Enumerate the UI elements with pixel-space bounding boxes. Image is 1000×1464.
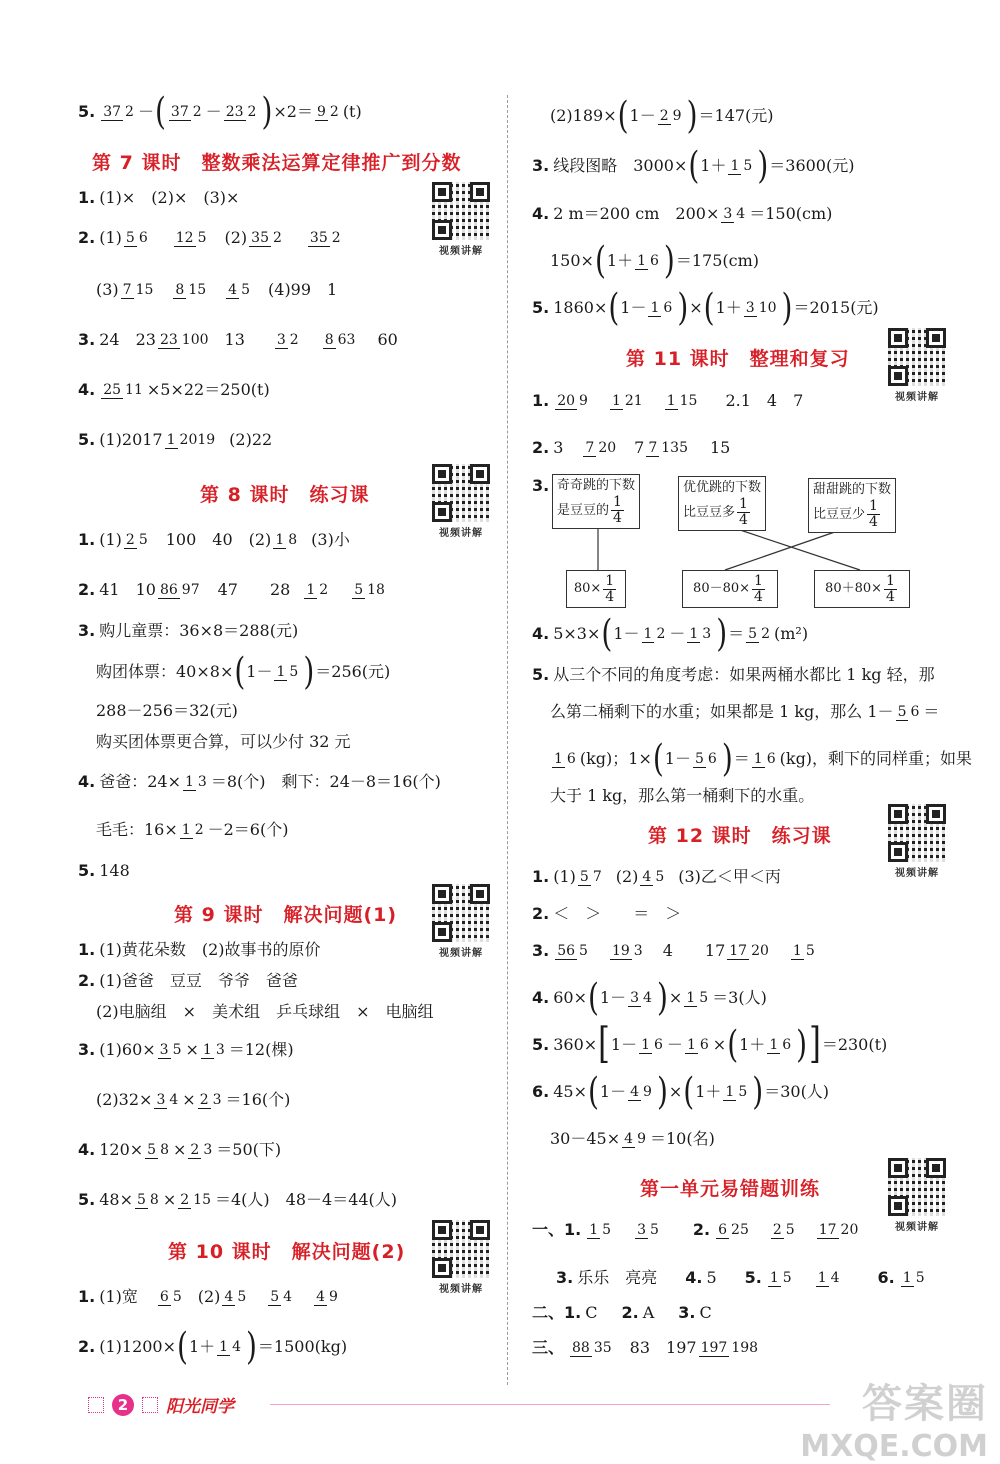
- fraction: 35 2: [309, 229, 341, 246]
- answer-line: 1. (1)× (2)× (3)×: [78, 188, 240, 207]
- fraction: 1 4: [869, 498, 878, 530]
- fraction: 37 2: [103, 103, 134, 120]
- answer-line: 3. 线段图略 3000× ( 1＋ 1 5 ) ＝3600(元): [532, 143, 855, 188]
- answer-line: 4. 5×3× ( 1－ 1 2 － 1 3 ) ＝ 5 2 (m²): [532, 611, 809, 656]
- fraction: $\frac{1}{4}$: [605, 572, 615, 605]
- diagram-box-top-2: 优优跳的下数 比豆豆多 1 4: [678, 476, 766, 531]
- fraction: 5 18: [354, 581, 385, 598]
- question-number: 3.: [532, 476, 550, 495]
- qr-code-icon: [432, 1220, 490, 1278]
- answer-line: 二、1. C 2. A 3. C: [532, 1303, 712, 1322]
- fraction: 1 2: [181, 821, 204, 838]
- fraction: 1 5: [589, 1221, 612, 1238]
- fraction: 7 20: [585, 439, 617, 456]
- answer-line: 1. (1)宽 6 5 (2) 4 5 5 4 4 9: [78, 1287, 338, 1306]
- fraction: 4 9: [624, 1130, 646, 1147]
- answer-line: 288－256＝32(元): [96, 701, 238, 720]
- fraction: 4 5: [228, 281, 251, 298]
- answer-line: 3. 24 23 23 100 13 3 2 8 63 60: [78, 330, 398, 349]
- decor-square-icon: [88, 1397, 104, 1413]
- fraction: 1 6: [753, 750, 776, 767]
- fraction: 1 5: [902, 1269, 925, 1286]
- diagram-box-top-1: 奇奇跳的下数 是豆豆的 1 4: [552, 474, 640, 529]
- diagram-box-bottom-2: 80－80× $\frac{1}{4}$: [682, 570, 778, 608]
- fraction: 1 5: [730, 157, 753, 174]
- qr-code[interactable]: [888, 1158, 946, 1233]
- answer-line: 1. (1)黄花朵数 (2)故事书的原价: [78, 940, 321, 959]
- fraction: 5 4: [270, 1288, 293, 1305]
- fraction: 5 8: [147, 1141, 170, 1158]
- fraction: 88 35: [572, 1339, 612, 1356]
- answer-line: 购团体票：40×8× ( 1－ 1 5 ) ＝256(元): [96, 649, 391, 694]
- answer-line: 4. 25 11 ×5×22＝250(t): [78, 380, 270, 399]
- fraction: $\frac{1}{4}$: [754, 572, 763, 605]
- answer-line: 2. (1)1200× ( 1＋ 1 4 ) ＝1500(kg): [78, 1324, 348, 1369]
- fraction: 5 6: [897, 703, 920, 720]
- fraction: 4 5: [224, 1288, 247, 1305]
- answer-line: 么第二桶剩下的水重；如果都是 1 kg，那么 1－ 5 6 ＝: [550, 702, 940, 721]
- qr-code-icon: [888, 1158, 946, 1216]
- fraction: $\frac{1}{4}$: [886, 572, 895, 605]
- qr-code[interactable]: [432, 884, 490, 959]
- qr-code-icon: [888, 804, 946, 862]
- decor-square-icon: [142, 1397, 158, 1413]
- diagram-box-bottom-3: 80＋80× $\frac{1}{4}$: [814, 570, 910, 608]
- fraction: 56 5: [557, 942, 588, 959]
- fraction: 1 6: [641, 1036, 663, 1053]
- fraction: 17 20: [729, 942, 769, 959]
- fraction: 1 5: [769, 1269, 792, 1286]
- fraction: 4 5: [642, 868, 665, 885]
- answer-line: 5. 从三个不同的角度考虑：如果两桶水都比 1 kg 轻，那: [532, 665, 935, 684]
- section-title-lesson-12: 第 12 课时 练习课: [648, 825, 832, 847]
- fraction: 1 4: [817, 1269, 840, 1286]
- fraction: 1 4: [739, 496, 748, 528]
- fraction: 1 21: [611, 392, 643, 409]
- watermark: 答案圈 MXQE.COM: [800, 1381, 988, 1464]
- qr-caption: 视频讲解: [439, 948, 483, 959]
- qr-code-icon: [432, 182, 490, 240]
- section-title-lesson-8: 第 8 课时 练习课: [200, 484, 370, 506]
- answer-line: 4. 2 m＝200 cm 200× 3 4 ＝150(cm): [532, 204, 833, 223]
- answer-line: 4. 120× 5 8 × 2 3 ＝50(下): [78, 1140, 282, 1159]
- answer-line: 购买团体票更合算，可以少付 32 元: [96, 732, 351, 751]
- fraction: 2 5: [125, 531, 148, 548]
- answer-line: 5. 148: [78, 861, 130, 880]
- qr-code[interactable]: [432, 464, 490, 539]
- answer-line: 4. 60× ( 1－ 3 4 ) × 1 5 ＝3(人): [532, 975, 767, 1020]
- qr-caption: 视频讲解: [439, 528, 483, 539]
- fraction: 1 2: [306, 581, 329, 598]
- fraction: 1 6: [637, 252, 659, 269]
- fraction: 86 97: [159, 581, 200, 598]
- answer-line: 1. 20 9 1 21 1 15 2.1 4 7: [532, 391, 804, 410]
- section-title-lesson-7: 第 7 课时 整数乘法运算定律推广到分数: [92, 152, 462, 174]
- answer-line: 5. (1)2017 1 2019 (2)22: [78, 430, 273, 449]
- answer-line: 5. 360× [ 1－ 1 6 － 1 6 × ( 1＋ 1 6 ) ] ＝230(t): [532, 1019, 888, 1069]
- fraction: 1 6: [769, 1036, 792, 1053]
- answer-line: 1. (1) 5 7 (2) 4 5 (3)乙＜甲＜丙: [532, 867, 781, 886]
- qr-caption: 视频讲解: [895, 868, 939, 879]
- fraction: 1 15: [666, 392, 698, 409]
- fraction: 20 9: [557, 392, 588, 409]
- fraction: 1 3: [689, 625, 712, 642]
- fraction: 12 5: [175, 229, 207, 246]
- fraction: 1 2: [643, 625, 666, 642]
- qr-caption: 视频讲解: [439, 1284, 483, 1295]
- answer-line: 5. 1860× ( 1－ 1 6 ) × ( 1＋ 3 10 ) ＝2015(元): [532, 285, 879, 330]
- fraction: 9 2: [316, 103, 339, 120]
- fraction: 5 8: [136, 1191, 159, 1208]
- fraction: 1 6: [686, 1036, 709, 1053]
- fraction: 7 135: [648, 439, 688, 456]
- fraction: 23 100: [159, 331, 209, 348]
- qr-caption: 视频讲解: [895, 392, 939, 403]
- fraction: 19 3: [611, 942, 643, 959]
- answer-line: (3) 7 15 8 15 4 5 (4)99 1: [96, 280, 338, 299]
- fraction: 1 5: [686, 989, 709, 1006]
- answer-line: 2. 3 7 20 7 7 135 15: [532, 438, 731, 457]
- section-title-lesson-10: 第 10 课时 解决问题(2): [168, 1241, 406, 1263]
- footer-rule: [270, 1404, 830, 1405]
- fraction: 4 9: [630, 1083, 652, 1100]
- qr-code[interactable]: [432, 1220, 490, 1295]
- fraction: 35 2: [251, 229, 282, 246]
- answer-line: 4. 爸爸：24× 1 3 ＝8(个) 剩下：24－8＝16(个): [78, 772, 441, 791]
- answer-line: 3. (1)60× 3 5 × 1 3 ＝12(棵): [78, 1040, 294, 1059]
- section-title-lesson-11: 第 11 课时 整理和复习: [626, 348, 850, 370]
- fraction: 197 198: [700, 1339, 759, 1356]
- fraction: 2 9: [659, 107, 682, 124]
- fraction: 1 6: [650, 299, 673, 316]
- fraction: 5 6: [694, 750, 717, 767]
- answer-line: 3. 乐乐 亮亮 4. 5 5. 1 5 1 4 6. 1 5: [556, 1268, 925, 1287]
- fraction: 8 15: [175, 281, 207, 298]
- qr-code[interactable]: [888, 328, 946, 403]
- fraction: 6 25: [718, 1221, 749, 1238]
- fraction: 1 5: [725, 1083, 748, 1100]
- answer-line: (2)电脑组 × 美术组 乒乓球组 × 电脑组: [96, 1002, 434, 1021]
- fraction: 6 5: [159, 1288, 182, 1305]
- answer-line: 6. 45× ( 1－ 4 9 ) × ( 1＋ 1 5 ) ＝30(人): [532, 1069, 830, 1114]
- qr-caption: 视频讲解: [439, 246, 483, 257]
- fraction: 1 5: [276, 663, 299, 680]
- answer-line: (2)189× ( 1－ 2 9 ) ＝147(元): [550, 93, 774, 138]
- qr-code[interactable]: [432, 182, 490, 257]
- qr-code[interactable]: [888, 804, 946, 879]
- qr-caption: 视频讲解: [895, 1222, 939, 1233]
- answer-line: 2. (1)爸爸 豆豆 爷爷 爸爸: [78, 971, 298, 990]
- answer-line: 5. 48× 5 8 × 2 15 ＝4(人) 48－4＝44(人): [78, 1190, 398, 1209]
- fraction: 2 15: [180, 1191, 211, 1208]
- page-footer: [88, 1392, 234, 1417]
- fraction: 1 2019: [166, 431, 216, 448]
- answer-line: (2)32× 3 4 × 2 3 ＝16(个): [96, 1090, 291, 1109]
- fraction: 8 63: [324, 331, 356, 348]
- section-title-unit-1-review: 第一单元易错题训练: [640, 1178, 821, 1200]
- answer-line: 2. ＜ ＞ ＝ ＞: [532, 904, 682, 923]
- answer-line: 30－45× 4 9 ＝10(名): [550, 1129, 715, 1148]
- answer-line: 毛毛：16× 1 2 －2＝6(个): [96, 820, 289, 839]
- qr-code-icon: [888, 328, 946, 386]
- answer-line: 大于 1 kg，那么第一桶剩下的水重。: [550, 786, 815, 805]
- answer-line: 一、1. 1 5 3 5 2. 6 25 2 5 17 20: [532, 1220, 859, 1239]
- fraction: 3 4: [723, 205, 746, 222]
- fraction: 1 3: [202, 1041, 225, 1058]
- fraction: 3 4: [630, 989, 652, 1006]
- fraction: 1 6: [554, 750, 576, 767]
- fraction: 1 4: [613, 494, 622, 526]
- fraction: 3 5: [159, 1041, 182, 1058]
- fraction: 2 5: [772, 1221, 795, 1238]
- fraction: 3 10: [745, 299, 777, 316]
- fraction: 2 3: [199, 1091, 222, 1108]
- answer-line: 2. 41 10 86 97 47 28 1 2 5 18: [78, 580, 385, 599]
- fraction: 3 5: [637, 1221, 659, 1238]
- diagram-box-bottom-1: 80× $\frac{1}{4}$: [566, 570, 626, 608]
- answer-line: 2. (1) 5 6 12 5 (2) 35 2 35 2: [78, 228, 341, 247]
- column-divider: [507, 95, 508, 1385]
- page-number: 2: [112, 1394, 134, 1416]
- fraction: 7 15: [122, 281, 154, 298]
- fraction: 1 5: [792, 942, 815, 959]
- fraction: 2 3: [190, 1141, 213, 1158]
- fraction: 5 2: [748, 625, 771, 642]
- fraction: 37 2: [170, 103, 202, 120]
- fraction: 25 11: [103, 381, 143, 398]
- fraction: 3 2: [276, 331, 299, 348]
- fraction: 4 9: [316, 1288, 338, 1305]
- fraction: 1 4: [219, 1338, 241, 1355]
- question-number: 5.: [78, 102, 96, 121]
- qr-code-icon: [432, 884, 490, 942]
- fraction: 1 3: [185, 773, 207, 790]
- answer-line: 150× ( 1＋ 1 6 ) ＝175(cm): [550, 238, 760, 283]
- fraction: 5 6: [125, 229, 148, 246]
- section-title-lesson-9: 第 9 课时 解决问题(1): [174, 904, 398, 926]
- brand-logo: 阳光同学: [166, 1397, 234, 1417]
- answer-line: 三、 88 35 83 197 197 198: [532, 1338, 759, 1357]
- fraction: 1 8: [275, 531, 298, 548]
- diagram-box-top-3: 甜甜跳的下数 比豆豆少 1 4: [808, 478, 896, 533]
- answer-line: 1 6 (kg)；1× ( 1－ 5 6 ) ＝ 1 6 (kg)，剩下的同样重；如果: [554, 736, 973, 781]
- fraction: 17 20: [818, 1221, 859, 1238]
- answer-line: 3. 56 5 19 3 4 17 17 20 1 5: [532, 941, 815, 960]
- answer-line: 3. 购儿童票：36×8＝288(元): [78, 621, 299, 640]
- qr-code-icon: [432, 464, 490, 522]
- answer-line: 1. (1) 2 5 100 40 (2) 1 8 (3)小: [78, 530, 350, 549]
- fraction: 3 4: [156, 1091, 179, 1108]
- fraction: 5 7: [579, 868, 602, 885]
- fraction: 23 2: [225, 103, 257, 120]
- answer-line: 5. 37 2 － ( 37 2 － 23 2 ) ×2＝ 9 2 (t): [78, 89, 362, 134]
